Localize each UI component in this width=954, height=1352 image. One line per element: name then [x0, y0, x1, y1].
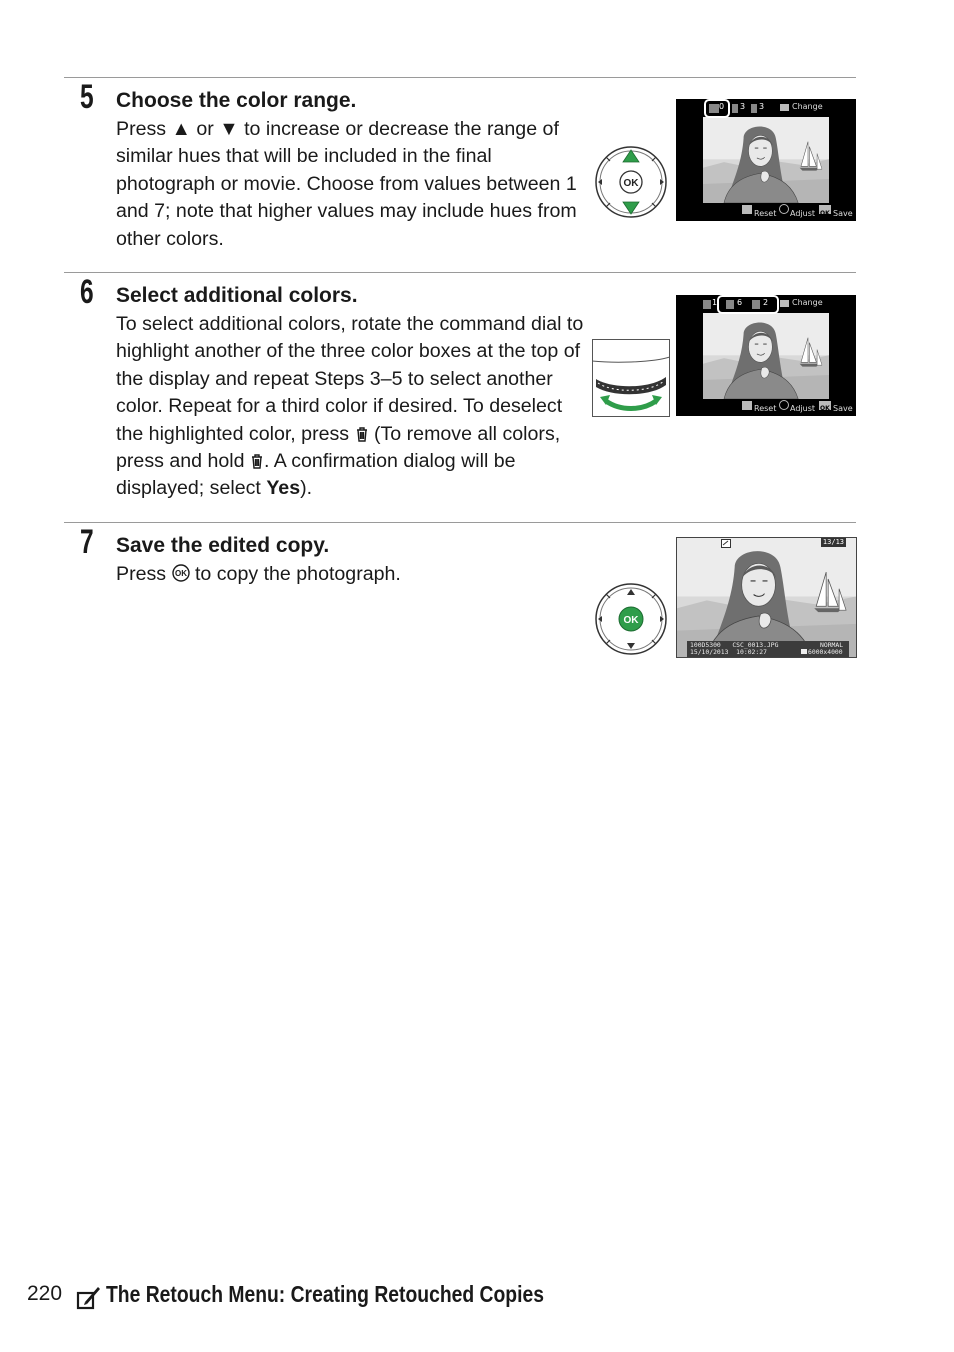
step-7-divider: [64, 522, 856, 523]
camera-screen-step-6: [676, 295, 856, 416]
color-box-2-value: 3: [740, 102, 746, 111]
change-label: Change: [792, 102, 823, 111]
multi-selector-icon: [594, 582, 668, 656]
step-5-body: [116, 116, 586, 253]
step-5-number: 5: [80, 78, 94, 116]
step-5-text-3: to increase or decrease the range of similar hues that will be included in the final photograph or movie. Choose from values between 1 and 7; note that higher values may include hues from other colors.: [116, 118, 577, 250]
step-6-divider: [64, 272, 856, 273]
step-7-text-1: Press: [116, 563, 172, 585]
color-box-2-value: 6: [737, 298, 743, 307]
step-6-text-2: (To remove all colors, press and hold: [116, 422, 561, 473]
svg-text:OK: OK: [174, 569, 187, 578]
delete-icon: [355, 426, 369, 442]
retouch-indicator-icon: [721, 539, 731, 548]
color-box-1-value: 0: [719, 102, 725, 111]
step-6-text-4: ).: [300, 477, 313, 500]
ok-button-icon: [172, 564, 190, 582]
date-time: 15/10/2013 10:02:27: [690, 648, 767, 656]
adjust-label: Adjust: [790, 404, 816, 413]
reset-label: Reset: [754, 209, 777, 218]
camera-screen-step-5: [676, 99, 856, 221]
step-5-title: Choose the color range.: [116, 89, 357, 112]
step-6-number: 6: [80, 273, 94, 311]
color-box-3-value: 2: [763, 298, 769, 307]
step-7-title: Save the edited copy.: [116, 534, 330, 557]
save-label: Save: [833, 404, 853, 413]
ok-key-label: OK: [820, 405, 830, 412]
save-label: Save: [833, 209, 853, 218]
change-label: Change: [792, 298, 823, 307]
size-icon: [801, 649, 807, 654]
color-box-1-value: 1: [712, 298, 718, 307]
adjust-label: Adjust: [790, 209, 816, 218]
step-7-body: [116, 561, 586, 588]
step-5-divider: [64, 77, 856, 78]
step-6-body: [116, 311, 586, 503]
footer-section-title: The Retouch Menu: Creating Retouched Copies: [106, 1281, 544, 1307]
step-7-text-2: to copy the photograph.: [189, 563, 401, 585]
folder-file-name: 100D5300 CSC_0013.JPG: [690, 641, 779, 649]
step-6-text-1: To select additional colors, rotate the command dial to highlight another of the three color boxes at the top of the display and repeat Steps 3–5 to select another color. Repeat for a third color if desired. To deselect the highlighted color, press: [116, 313, 584, 445]
step-6-title: Select additional colors.: [116, 284, 358, 307]
step-5-text-1: Press: [116, 118, 172, 140]
delete-icon: [250, 453, 264, 469]
reset-label: Reset: [754, 404, 777, 413]
camera-screen-step-7: [676, 537, 857, 658]
dpad-ok-label: OK: [623, 178, 639, 189]
color-box-3-value: 3: [759, 102, 765, 111]
step-5-text-2: or: [190, 118, 220, 140]
step-6-text-3: . A confirmation dialog will be displayed; select: [116, 450, 516, 500]
ok-key-label: OK: [820, 210, 830, 217]
yes-option: Yes: [266, 477, 301, 500]
step-7-number: 7: [80, 523, 94, 561]
image-counter: 13/13: [822, 538, 844, 546]
up-arrow-icon: ▲: [171, 118, 191, 140]
image-quality: NORMAL: [820, 641, 844, 649]
multi-selector-icon: [594, 145, 668, 219]
dpad-ok-label: OK: [623, 615, 639, 626]
image-size: 6000x4000: [808, 648, 843, 656]
page-number: 220: [27, 1282, 63, 1305]
retouch-menu-icon: [76, 1284, 102, 1310]
command-dial-icon: [592, 339, 670, 417]
down-arrow-icon: ▼: [219, 118, 239, 140]
